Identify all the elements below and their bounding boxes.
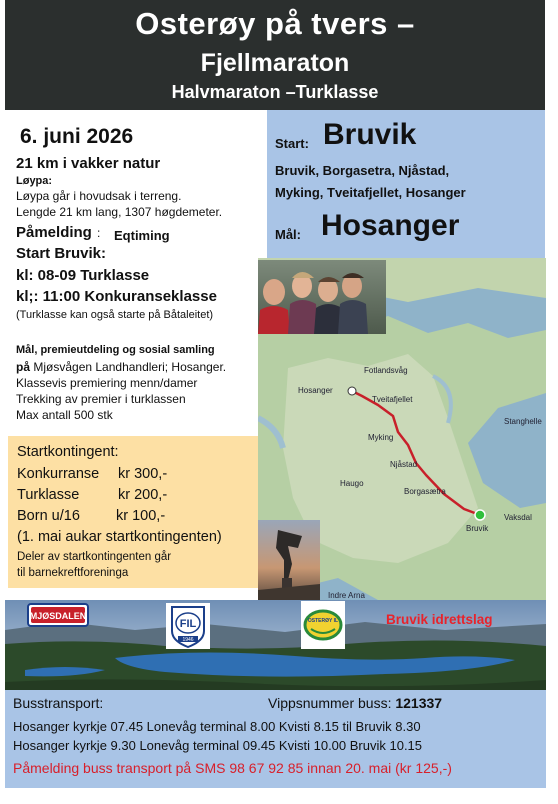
fee-price: kr 100,- (116, 508, 166, 524)
goal-location-name: Mjøsvågen Landhandleri; Hosanger. (30, 360, 227, 374)
route-length: Lengde 21 km lang, 1307 høgdemeter. (16, 205, 223, 219)
map-label-haugo: Haugo (340, 479, 364, 488)
via-points: Myking, Tveitafjellet, Hosanger (275, 185, 466, 200)
start-time-turklasse: kl: 08-09 Turklasse (16, 267, 150, 284)
map-label-hosanger: Hosanger (298, 386, 333, 395)
map-label-myking: Myking (368, 433, 394, 442)
goal-location-prefix: på (16, 360, 31, 374)
fee-row (17, 466, 168, 482)
header-banner (5, 0, 545, 110)
start-goal-box (267, 110, 545, 258)
fee-footnote: til barnekreftforeninga (17, 567, 129, 579)
map-label-indre-arna: Indre Arna (328, 591, 365, 600)
fee-footnote: Deler av startkontingenten går (17, 551, 172, 563)
bus-title: Busstransport: (13, 695, 104, 711)
map-label-stanghelle: Stanghelle (504, 417, 542, 426)
fil-logo (166, 603, 210, 649)
runners-photo (258, 260, 386, 334)
tagline: 21 km i vakker natur (16, 155, 161, 172)
goal-heading: Mål, premieutdeling og sosial samling (16, 344, 215, 356)
fee-label: Turklasse (17, 487, 80, 503)
start-place: Bruvik (323, 118, 417, 151)
goal-place: Hosanger (321, 209, 460, 242)
start-label: Start: (275, 136, 309, 151)
osteroy-il-logo (301, 601, 345, 649)
bus-schedule-row: Hosanger kyrkje 9.30 Lonevåg terminal 09.45 Kvisti 10.00 Bruvik 10.15 (13, 738, 423, 753)
map-label-bruvik: Bruvik (466, 524, 489, 533)
registration-label: Påmelding (16, 224, 92, 241)
mjosdalen-logo-text: MJØSDALEN (29, 611, 87, 621)
mjosdalen-logo (27, 603, 89, 627)
fee-price: kr 300,- (118, 466, 168, 482)
bus-schedule-row: Hosanger kyrkje 07.45 Lonevåg terminal 8.00 Kvisti 8.15 til Bruvik 8.30 (13, 719, 421, 734)
goal-max: Max antall 500 stk (16, 408, 113, 422)
fee-price: kr 200,- (118, 487, 168, 503)
route-description: Løypa går i hovudsak i terreng. (16, 189, 182, 203)
fee-box (8, 436, 258, 588)
fee-row (17, 508, 166, 524)
fil-logo-text: FIL (179, 618, 197, 630)
goal-label: Mål: (275, 227, 301, 242)
vipps-number-value: 121337 (395, 695, 443, 711)
page-title: Osterøy på tvers – (135, 6, 415, 41)
route-label: Løypa: (16, 175, 53, 187)
start-note: (Turklasse kan også starte på Båtaleitet) (16, 309, 214, 321)
via-points: Bruvik, Borgasetra, Njåstad, (275, 163, 450, 178)
vipps-label: Vippsnummer buss: (268, 695, 392, 711)
vipps-number (268, 695, 442, 711)
fee-label: Konkurranse (17, 466, 100, 482)
goal-location (16, 360, 226, 374)
registration-colon: : (97, 226, 101, 240)
map-label-tveitafjellet: Tveitafjellet (372, 395, 413, 404)
bus-signup: Påmelding buss transport på SMS 98 67 92 85 innan 20. mai (kr 125,-) (13, 760, 452, 776)
fee-increase-note: (1. mai aukar startkontingenten) (17, 529, 222, 545)
map-label-njastad: Njåstad (390, 460, 418, 469)
fee-title: Startkontingent: (17, 444, 119, 460)
bus-transport-box (5, 690, 546, 788)
map-label-vaksdal: Vaksdal (504, 513, 532, 522)
fee-label: Born u/16 (17, 508, 80, 524)
map-label-fotlandsvag: Fotlandsvåg (364, 366, 408, 375)
goal-prizes: Klassevis premiering menn/damer (16, 376, 198, 390)
event-date: 6. juni 2026 (20, 125, 134, 148)
club-name: Bruvik idrettslag (386, 612, 493, 627)
goal-draw: Trekking av premier i turklassen (16, 392, 186, 406)
fil-logo-year: 1946 (182, 637, 194, 643)
race-classes: Halvmaraton –Turklasse (171, 82, 379, 102)
osteroy-logo-text: OSTERØY IL (307, 618, 339, 624)
start-heading: Start Bruvik: (16, 245, 107, 262)
fee-row (17, 487, 168, 503)
map-label-borgasaetra: Borgasætra (404, 487, 446, 496)
registration-provider: Eqtiming (114, 228, 170, 243)
page-subtitle: Fjellmaraton (200, 49, 350, 77)
start-time-konkurranse: kl;: 11:00 Konkuranseklasse (16, 288, 217, 305)
statue-photo (258, 520, 320, 600)
